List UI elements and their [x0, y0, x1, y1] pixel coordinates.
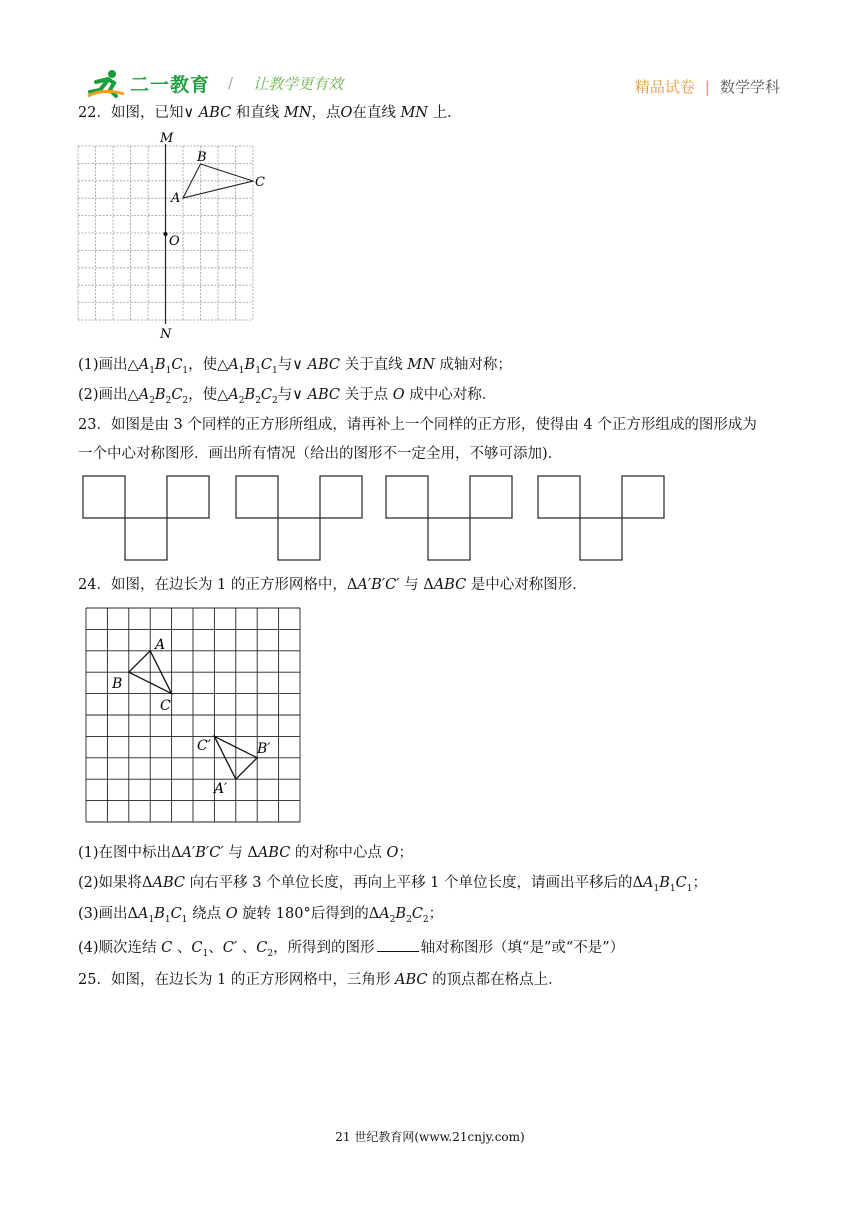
q22-stem: 22．如图，已知∨ ABC 和直线 MN，点O在直线 MN 上． — [78, 105, 462, 121]
q24-stem: 24．如图，在边长为 1 的正方形网格中，ΔA′B′C′ 与 ΔABC 是中心对称图形． — [78, 577, 587, 593]
label-n: N — [160, 327, 172, 342]
label-a: A — [171, 191, 181, 206]
label-m: M — [160, 131, 174, 146]
label-c: C — [160, 698, 171, 714]
label-b-prime: B′ — [257, 741, 271, 757]
runner-logo-icon — [86, 68, 126, 98]
q22-part-2: (2)画出$\triangle A_2B_2C_2$，使$\triangle A_2B_2C_2$与∨ ABC 关于点 O 成中心对称． — [78, 387, 497, 406]
point-o-icon — [164, 232, 168, 236]
footer: 21 世纪教育网(www.21cnjy.com) — [335, 1130, 525, 1144]
header-right — [635, 76, 780, 97]
label-b: B — [112, 676, 123, 692]
q23-stem-line-1: 23．如图是由 3 个同样的正方形所组成，请再补上一个同样的正方形，使得由 4 个正方形组成的图形成为 — [78, 417, 757, 433]
brand-divider: / — [228, 74, 234, 92]
brand-slogan: 让教学更有效 — [253, 74, 344, 93]
brand — [86, 68, 343, 98]
q23-shape-1 — [83, 476, 209, 560]
q24-part-3: (3)画出$\Delta A_1B_1C_1$ 绕点 O 旋转 180°后得到的$\Delta A_2B_2C_2$； — [78, 906, 444, 925]
label-o: O — [169, 234, 180, 249]
q25-stem: 25．如图，在边长为 1 的正方形网格中，三角形 ABC 的顶点都在格点上． — [78, 972, 563, 988]
label-c-prime: C′ — [197, 738, 211, 754]
label-c: C — [255, 175, 265, 190]
q23-stem-line-2: 一个中心对称图形．画出所有情况（给出的图形不一定全用，不够可添加)． — [78, 446, 563, 462]
q23-shape-4 — [538, 476, 664, 560]
brand-name: 二一教育 — [130, 73, 211, 96]
q22-part-1: (1)画出$\triangle A_1B_1C_1$，使$\triangle A_1B_1C_1$与∨ ABC 关于直线 MN 成轴对称； — [78, 357, 512, 376]
label-a: A — [155, 637, 166, 653]
label-a-prime: A′ — [214, 781, 228, 797]
q24-figure — [80, 604, 310, 826]
q23-figures — [82, 475, 672, 563]
header-subject: 数学学科 — [719, 78, 780, 96]
q24-part-2: (2)如果将ΔABC 向右平移 3 个单位长度，再向上平移 1 个单位长度，请画出平移后的$\Delta A_1B_1C_1$； — [78, 875, 707, 894]
answer-blank[interactable] — [377, 937, 419, 952]
header-separator: | — [704, 77, 710, 96]
q24-part-4: (4)顺次连结 C 、$C_1$、C′ 、$C_2$，所得到的图形 轴对称图形（填“是”或“不是”） — [78, 937, 624, 964]
header-tag: 精品试卷 — [634, 78, 695, 96]
q23-shape-2 — [236, 476, 362, 560]
q22-figure — [70, 128, 280, 344]
q24-part-1: (1)在图中标出ΔA′B′C′ 与 ΔABC 的对称中心点 O； — [78, 845, 413, 861]
label-b: B — [197, 150, 207, 165]
q23-shape-3 — [386, 476, 512, 560]
